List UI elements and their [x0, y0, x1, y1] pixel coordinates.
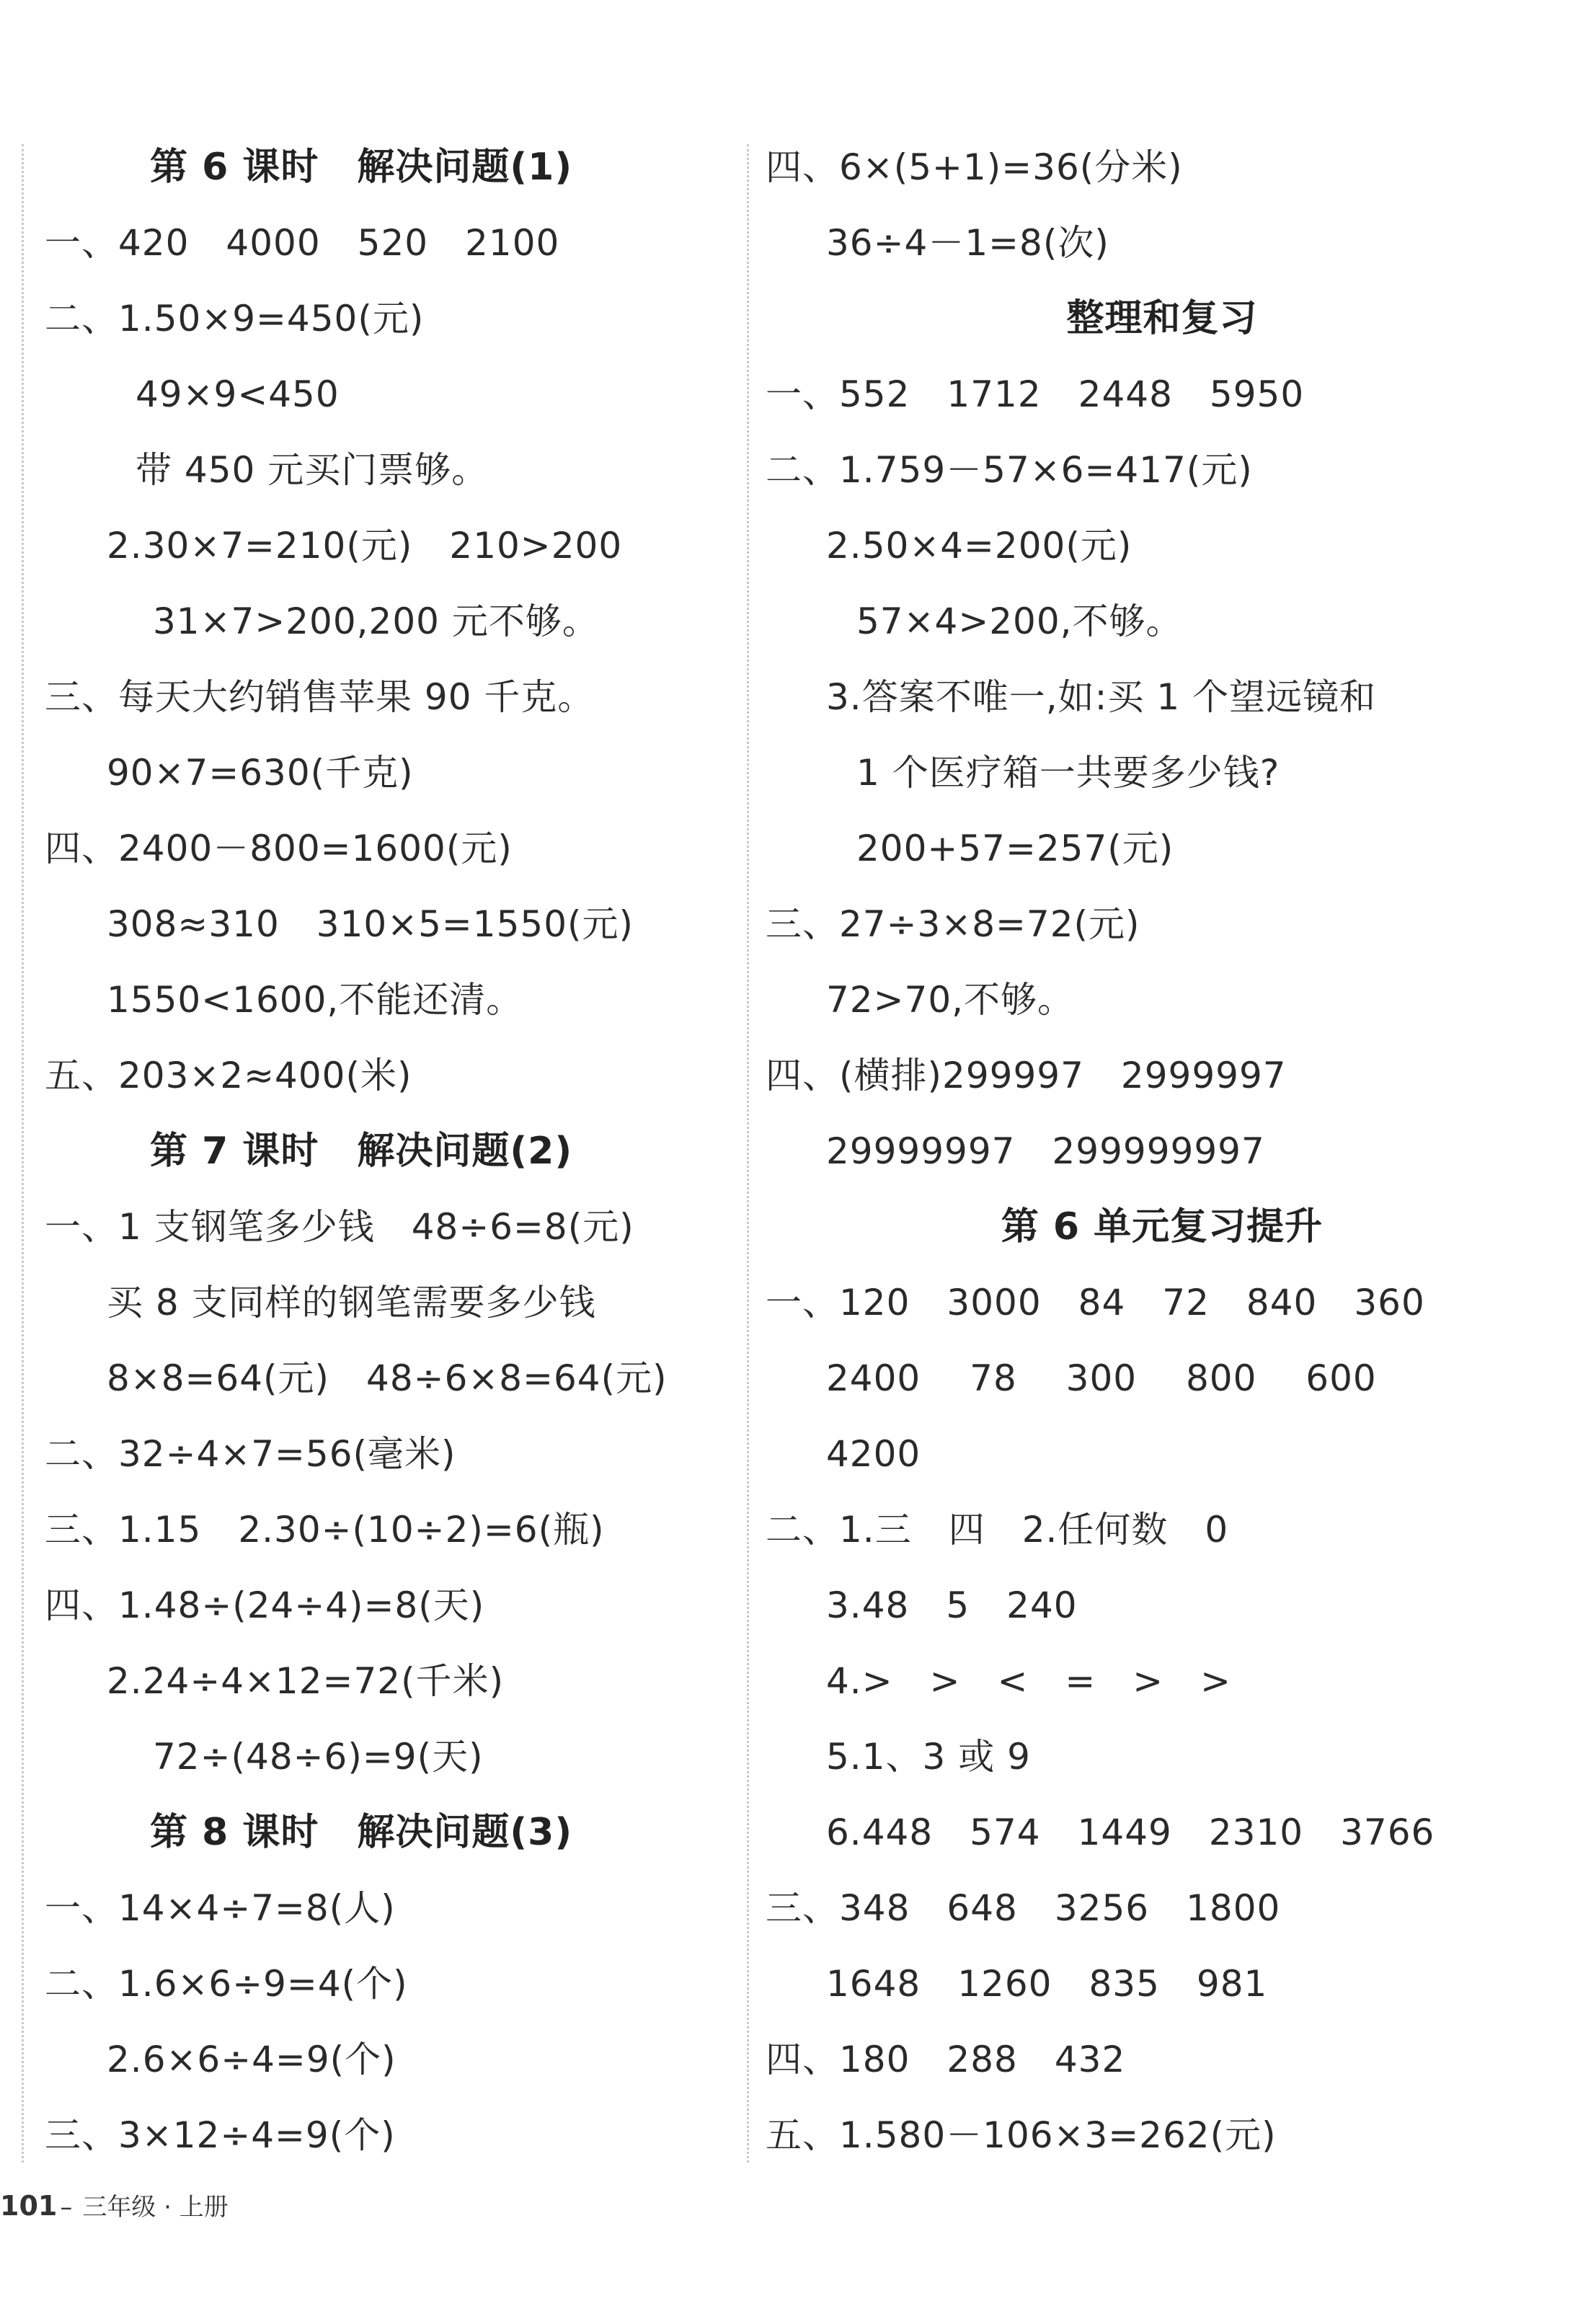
answer-line: 三、1.15 2.30÷(10÷2)=6(瓶)	[45, 1509, 605, 1551]
answer-line: 一、420 4000 520 2100	[45, 222, 560, 264]
answer-line: 1 个医疗箱一共要多少钱?	[856, 752, 1280, 794]
answer-line: 一、14×4÷7=8(人)	[45, 1887, 396, 1929]
answer-line: 一、552 1712 2448 5950	[766, 373, 1305, 415]
right-column	[766, 130, 1559, 2173]
page-number: 101	[0, 2190, 58, 2222]
grade-label: 三年级 · 上册	[82, 2193, 229, 2222]
column-divider-dotted-line	[747, 144, 749, 2163]
answer-line: 二、32÷4×7=56(毫米)	[45, 1433, 456, 1475]
answer-line: 四、(横排)299997 2999997	[766, 1055, 1287, 1096]
answer-line: 200+57=257(元)	[856, 828, 1174, 869]
answer-line: 二、1.759－57×6=417(元)	[766, 449, 1253, 491]
answer-line: 四、2400－800=1600(元)	[45, 828, 513, 869]
answer-line: 2.6×6÷4=9(个)	[107, 2039, 396, 2080]
answer-line: 二、1.三 四 2.任何数 0	[766, 1509, 1229, 1551]
section-heading: 第 6 课时 解决问题(1)	[150, 146, 573, 189]
section-heading: 第 8 课时 解决问题(3)	[150, 1811, 573, 1854]
answer-line: 2400 78 300 800 600	[826, 1357, 1377, 1399]
answer-line: 3.48 5 240	[826, 1584, 1078, 1626]
answer-line: 一、120 3000 84 72 840 360	[766, 1282, 1425, 1324]
answer-line: 8×8=64(元) 48÷6×8=64(元)	[107, 1357, 668, 1399]
answer-line: 72>70,不够。	[826, 979, 1075, 1021]
answer-line: 三、3×12÷4=9(个)	[45, 2114, 396, 2156]
answer-line: 带 450 元买门票够。	[136, 449, 489, 491]
answer-line: 1648 1260 835 981	[826, 1963, 1268, 2005]
answer-line: 四、6×(5+1)=36(分米)	[766, 146, 1183, 188]
answer-line: 二、1.6×6÷9=4(个)	[45, 1963, 408, 2005]
footer-dash: –	[60, 2193, 73, 2222]
section-heading: 第 6 单元复习提升	[1001, 1205, 1324, 1249]
answer-line: 90×7=630(千克)	[107, 752, 414, 794]
left-column	[45, 130, 737, 2173]
answer-line: 4.> > < = > >	[826, 1660, 1232, 1702]
page-footer	[0, 2184, 229, 2227]
answer-line: 三、每天大约销售苹果 90 千克。	[45, 676, 595, 718]
answer-line: 2.24÷4×12=72(千米)	[107, 1660, 505, 1702]
answer-line: 308≈310 310×5=1550(元)	[107, 903, 634, 945]
answer-line: 买 8 支同样的钢笔需要多少钱	[107, 1282, 596, 1324]
answer-line: 一、1 支钢笔多少钱 48÷6=8(元)	[45, 1206, 634, 1248]
answer-line: 2.50×4=200(元)	[826, 525, 1132, 567]
answer-line: 1550<1600,不能还清。	[107, 979, 523, 1021]
answer-line: 2.30×7=210(元) 210>200	[107, 525, 623, 567]
left-margin-dotted-line	[22, 144, 24, 2163]
answer-line: 五、203×2≈400(米)	[45, 1055, 412, 1096]
answer-line: 57×4>200,不够。	[856, 600, 1183, 642]
answer-line: 四、180 288 432	[766, 2039, 1126, 2080]
answer-line: 72÷(48÷6)=9(天)	[153, 1736, 484, 1778]
answer-line: 5.1、3 或 9	[826, 1736, 1031, 1778]
answer-line: 29999997 299999997	[826, 1130, 1265, 1172]
answer-line: 四、1.48÷(24÷4)=8(天)	[45, 1584, 485, 1626]
answer-line: 31×7>200,200 元不够。	[153, 600, 599, 642]
answer-line: 6.448 574 1449 2310 3766	[826, 1812, 1435, 1853]
answer-line: 五、1.580－106×3=262(元)	[766, 2114, 1277, 2156]
answer-line: 3.答案不唯一,如:买 1 个望远镜和	[826, 676, 1377, 718]
section-heading: 第 7 课时 解决问题(2)	[150, 1130, 573, 1173]
answer-line: 三、348 648 3256 1800	[766, 1887, 1281, 1929]
answer-line: 36÷4－1=8(次)	[826, 222, 1109, 264]
answer-line: 4200	[826, 1433, 921, 1475]
answer-line: 二、1.50×9=450(元)	[45, 298, 425, 340]
answer-line: 三、27÷3×8=72(元)	[766, 903, 1140, 945]
section-heading: 整理和复习	[1066, 297, 1258, 340]
answer-line: 49×9<450	[136, 373, 340, 415]
